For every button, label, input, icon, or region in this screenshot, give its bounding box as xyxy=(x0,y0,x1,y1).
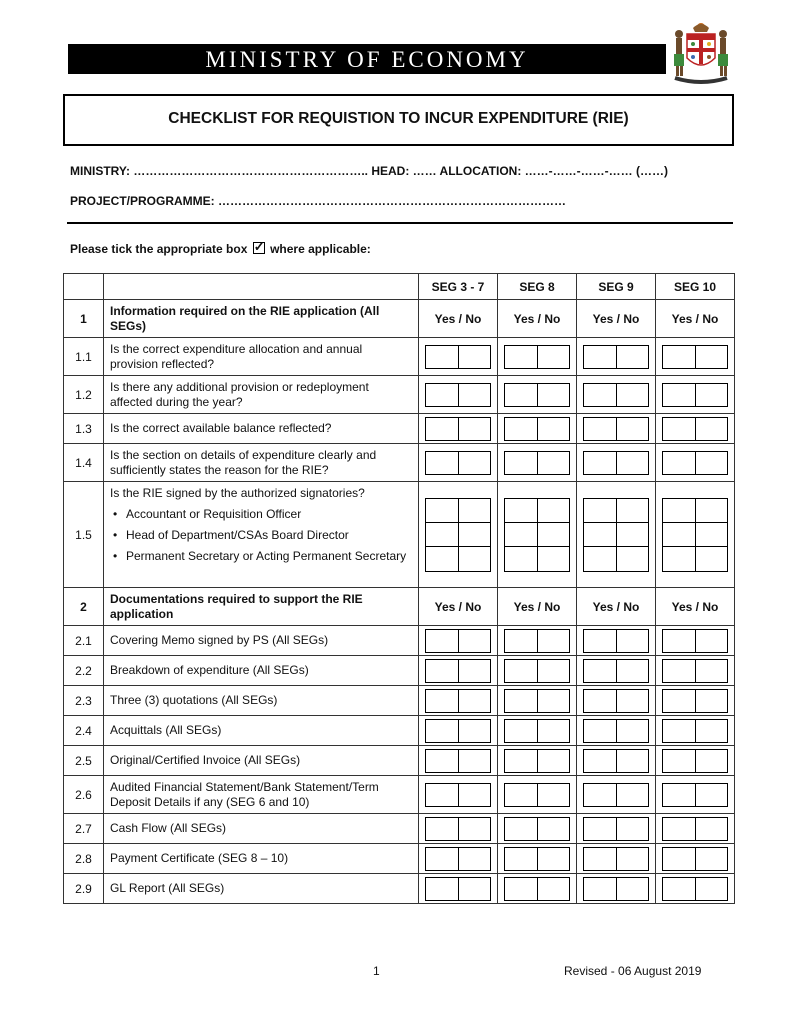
yes-no-checkbox-pair[interactable] xyxy=(504,689,570,713)
title-box xyxy=(63,94,734,146)
yes-no-checkbox-pair[interactable] xyxy=(662,345,728,369)
item-description xyxy=(104,716,419,746)
section-header-row xyxy=(64,300,735,338)
yes-no-checkbox-pair[interactable] xyxy=(504,345,570,369)
item-description xyxy=(104,814,419,844)
yes-no-checkbox-pair[interactable] xyxy=(583,749,649,773)
header-blank xyxy=(64,274,104,300)
item-description xyxy=(104,844,419,874)
checklist-row xyxy=(64,844,735,874)
yes-no-checkbox-pair[interactable] xyxy=(504,847,570,871)
yes-no-checkbox-pair[interactable] xyxy=(504,417,570,441)
yes-no-checkbox-pair[interactable] xyxy=(425,345,491,369)
yes-no-checkbox-pair[interactable] xyxy=(583,383,649,407)
checkbox-cell xyxy=(577,656,656,686)
checkbox-cell xyxy=(419,874,498,904)
checkbox-cell xyxy=(577,626,656,656)
item-text: Cash Flow (All SEGs) xyxy=(110,821,227,835)
yes-no-checkbox-grid[interactable] xyxy=(425,498,491,572)
item-text: Original/Certified Invoice (All SEGs) xyxy=(110,753,301,767)
yes-no-checkbox-pair[interactable] xyxy=(425,877,491,901)
yes-no-checkbox-pair[interactable] xyxy=(425,383,491,407)
item-description xyxy=(104,414,419,444)
yes-no-header xyxy=(498,588,577,626)
item-text: Audited Financial Statement/Bank Statement/Term Deposit Details if any (SEG 6 and 10) xyxy=(110,779,379,809)
section-title xyxy=(104,300,419,338)
yes-no-checkbox-pair[interactable] xyxy=(425,719,491,743)
item-number-label: 2.2 xyxy=(75,663,92,678)
yes-no-checkbox-grid[interactable] xyxy=(583,498,649,572)
checkbox-cell xyxy=(577,444,656,482)
checkbox-cell xyxy=(577,414,656,444)
yes-no-checkbox-pair[interactable] xyxy=(662,383,728,407)
header-blank xyxy=(104,274,419,300)
yes-no-checkbox-pair[interactable] xyxy=(425,783,491,807)
section-number xyxy=(64,588,104,626)
checkbox-cell xyxy=(498,776,577,814)
ministry-banner: MINISTRY OF ECONOMY xyxy=(68,44,666,74)
yes-no-checkbox-pair[interactable] xyxy=(504,719,570,743)
checkbox-cell xyxy=(498,444,577,482)
signatory-item: • Head of Department/CSAs Board Director xyxy=(110,528,412,543)
checkbox-cell xyxy=(419,776,498,814)
item-text: Is the RIE signed by the authorized signatories? xyxy=(110,486,365,500)
checklist-row xyxy=(64,776,735,814)
item-text: Acquittals (All SEGs) xyxy=(110,723,222,737)
checkbox-cell xyxy=(656,338,735,376)
yes-no-checkbox-pair[interactable] xyxy=(662,659,728,683)
checklist-row xyxy=(64,814,735,844)
column-header-label: SEG 10 xyxy=(673,279,717,294)
item-number-label: 1.1 xyxy=(75,349,92,364)
item-description xyxy=(104,874,419,904)
yes-no-checkbox-pair[interactable] xyxy=(583,659,649,683)
item-number-label: 2.4 xyxy=(75,723,92,738)
checkbox-cell xyxy=(419,746,498,776)
checkbox-cell xyxy=(577,338,656,376)
yes-no-checkbox-pair[interactable] xyxy=(583,629,649,653)
checkbox-cell xyxy=(577,716,656,746)
checkbox-cell xyxy=(577,874,656,904)
item-number xyxy=(64,626,104,656)
checkbox-cell xyxy=(656,444,735,482)
yes-no-checkbox-pair[interactable] xyxy=(504,629,570,653)
checklist-row xyxy=(64,338,735,376)
checkbox-cell xyxy=(498,814,577,844)
checkbox-cell xyxy=(498,716,577,746)
checkbox-cell xyxy=(498,844,577,874)
item-text: Is the correct available balance reflected? xyxy=(110,421,332,435)
item-number-label: 2.7 xyxy=(75,821,92,836)
yes-no-header xyxy=(577,588,656,626)
checkbox-cell xyxy=(656,626,735,656)
checkbox-cell xyxy=(498,626,577,656)
checklist-row xyxy=(64,626,735,656)
checkbox-cell xyxy=(656,656,735,686)
signatory-item: • Accountant or Requisition Officer xyxy=(110,507,412,522)
checkbox-cell xyxy=(419,716,498,746)
checkbox-cell xyxy=(656,874,735,904)
item-number xyxy=(64,414,104,444)
yes-no-checkbox-pair[interactable] xyxy=(662,847,728,871)
yes-no-checkbox-pair[interactable] xyxy=(583,345,649,369)
column-header xyxy=(498,274,577,300)
checkbox-cell xyxy=(656,844,735,874)
checklist-row xyxy=(64,874,735,904)
item-description xyxy=(104,482,419,588)
checkbox-cell xyxy=(498,656,577,686)
yes-no-checkbox-pair[interactable] xyxy=(504,783,570,807)
column-header xyxy=(656,274,735,300)
yes-no-label: Yes / No xyxy=(671,311,719,326)
checkbox-cell xyxy=(577,814,656,844)
ministry-head-allocation-field[interactable]: MINISTRY: ………………………………………………….. HEAD: …… ALLOCATION: ……-……-……-…… (……) xyxy=(70,164,668,178)
yes-no-checkbox-pair[interactable] xyxy=(583,689,649,713)
item-text: Breakdown of expenditure (All SEGs) xyxy=(110,663,309,677)
yes-no-checkbox-pair[interactable] xyxy=(662,451,728,475)
checkbox-cell xyxy=(419,482,498,588)
item-description xyxy=(104,338,419,376)
item-number-label: 1.4 xyxy=(75,455,92,470)
checklist-row xyxy=(64,414,735,444)
item-number xyxy=(64,656,104,686)
section-number-label: 1 xyxy=(80,311,87,326)
fiji-coat-of-arms-icon xyxy=(667,18,735,88)
checkbox-cell xyxy=(577,376,656,414)
yes-no-checkbox-pair[interactable] xyxy=(425,417,491,441)
yes-no-label: Yes / No xyxy=(434,311,482,326)
yes-no-checkbox-pair[interactable] xyxy=(662,719,728,743)
section-title-label: Documentations required to support the RIE application xyxy=(110,591,363,621)
yes-no-checkbox-pair[interactable] xyxy=(425,817,491,841)
yes-no-checkbox-pair[interactable] xyxy=(662,689,728,713)
column-header-label: SEG 8 xyxy=(519,279,555,294)
checkbox-cell xyxy=(419,656,498,686)
page-number: 1 xyxy=(373,964,380,978)
item-text: Is the section on details of expenditure clearly and sufficiently states the reason for the RIE? xyxy=(110,447,377,477)
checklist-row xyxy=(64,444,735,482)
checkbox-cell xyxy=(419,626,498,656)
yes-no-label: Yes / No xyxy=(513,599,561,614)
yes-no-checkbox-grid[interactable] xyxy=(504,498,570,572)
checklist-row xyxy=(64,746,735,776)
yes-no-label: Yes / No xyxy=(434,599,482,614)
checkbox-cell xyxy=(656,746,735,776)
yes-no-label: Yes / No xyxy=(513,311,561,326)
item-number-label: 2.9 xyxy=(75,881,92,896)
item-text: Is there any additional provision or redeployment affected during the year? xyxy=(110,379,369,409)
section-number-label: 2 xyxy=(80,599,87,614)
checkbox-cell xyxy=(498,482,577,588)
section-divider xyxy=(67,222,733,224)
yes-no-checkbox-pair[interactable] xyxy=(425,689,491,713)
project-programme-field[interactable]: PROJECT/PROGRAMME: …………………………………………………………………………… xyxy=(70,194,567,208)
item-description xyxy=(104,656,419,686)
yes-no-checkbox-pair[interactable] xyxy=(425,847,491,871)
yes-no-header xyxy=(656,588,735,626)
yes-no-checkbox-pair[interactable] xyxy=(504,877,570,901)
item-number xyxy=(64,686,104,716)
checkbox-cell xyxy=(498,414,577,444)
signatory-item: • Permanent Secretary or Acting Permanent Secretary xyxy=(110,549,412,564)
checkbox-cell xyxy=(419,444,498,482)
checkbox-cell xyxy=(419,376,498,414)
item-number xyxy=(64,716,104,746)
document-title: CHECKLIST FOR REQUISTION TO INCUR EXPENDITURE (RIE) xyxy=(168,110,629,127)
checklist-row xyxy=(64,656,735,686)
checklist-row xyxy=(64,716,735,746)
yes-no-checkbox-pair[interactable] xyxy=(583,817,649,841)
checklist-row xyxy=(64,482,735,588)
yes-no-header xyxy=(419,300,498,338)
checkbox-cell xyxy=(656,686,735,716)
checkbox-cell xyxy=(419,686,498,716)
checkbox-cell xyxy=(419,414,498,444)
checkbox-cell xyxy=(577,776,656,814)
section-number xyxy=(64,300,104,338)
item-text: Is the correct expenditure allocation and annual provision reflected? xyxy=(110,341,363,371)
yes-no-checkbox-pair[interactable] xyxy=(583,877,649,901)
yes-no-header xyxy=(577,300,656,338)
yes-no-label: Yes / No xyxy=(592,311,640,326)
checkbox-cell xyxy=(577,482,656,588)
item-number-label: 1.2 xyxy=(75,387,92,402)
checkbox-cell xyxy=(498,376,577,414)
checklist-row xyxy=(64,376,735,414)
checkbox-cell xyxy=(656,716,735,746)
checkbox-cell xyxy=(419,814,498,844)
item-description xyxy=(104,746,419,776)
yes-no-checkbox-pair[interactable] xyxy=(583,783,649,807)
table-header-row xyxy=(64,274,735,300)
yes-no-checkbox-pair[interactable] xyxy=(504,659,570,683)
checkbox-cell xyxy=(419,338,498,376)
item-description xyxy=(104,686,419,716)
checkbox-cell xyxy=(577,686,656,716)
yes-no-label: Yes / No xyxy=(671,599,719,614)
yes-no-checkbox-pair[interactable] xyxy=(504,451,570,475)
item-number-label: 2.1 xyxy=(75,633,92,648)
item-number xyxy=(64,482,104,588)
checkbox-cell xyxy=(577,844,656,874)
item-number xyxy=(64,814,104,844)
yes-no-checkbox-pair[interactable] xyxy=(425,629,491,653)
yes-no-checkbox-pair[interactable] xyxy=(662,417,728,441)
item-number xyxy=(64,444,104,482)
checkbox-cell xyxy=(656,376,735,414)
checklist-table xyxy=(63,273,735,904)
yes-no-checkbox-pair[interactable] xyxy=(662,877,728,901)
yes-no-checkbox-pair[interactable] xyxy=(583,451,649,475)
item-description xyxy=(104,376,419,414)
yes-no-checkbox-pair[interactable] xyxy=(504,383,570,407)
yes-no-checkbox-pair[interactable] xyxy=(425,451,491,475)
instruction-text-end: where applicable: xyxy=(270,242,371,256)
item-number xyxy=(64,776,104,814)
tick-instruction xyxy=(70,242,371,256)
item-number-label: 1.3 xyxy=(75,421,92,436)
checked-box-icon xyxy=(253,242,265,254)
checkbox-cell xyxy=(656,776,735,814)
checkbox-cell xyxy=(656,414,735,444)
checklist-row xyxy=(64,686,735,716)
yes-no-checkbox-pair[interactable] xyxy=(662,783,728,807)
yes-no-checkbox-pair[interactable] xyxy=(583,719,649,743)
item-description xyxy=(104,776,419,814)
section-title-label: Information required on the RIE application (All SEGs) xyxy=(110,303,380,333)
item-description xyxy=(104,626,419,656)
section-title xyxy=(104,588,419,626)
yes-no-label: Yes / No xyxy=(592,599,640,614)
checkbox-cell xyxy=(419,844,498,874)
revision-date: Revised - 06 August 2019 xyxy=(564,964,702,978)
item-text: GL Report (All SEGs) xyxy=(110,881,225,895)
item-number-label: 1.5 xyxy=(75,527,92,542)
item-number xyxy=(64,746,104,776)
item-number xyxy=(64,844,104,874)
instruction-text-start: Please tick the appropriate box xyxy=(70,242,248,256)
yes-no-checkbox-pair[interactable] xyxy=(662,749,728,773)
yes-no-header xyxy=(656,300,735,338)
item-number-label: 2.6 xyxy=(75,787,92,802)
yes-no-checkbox-pair[interactable] xyxy=(662,817,728,841)
checkbox-cell xyxy=(498,874,577,904)
checkbox-cell xyxy=(656,482,735,588)
column-header xyxy=(577,274,656,300)
item-text: Three (3) quotations (All SEGs) xyxy=(110,693,278,707)
item-description xyxy=(104,444,419,482)
yes-no-checkbox-pair[interactable] xyxy=(662,629,728,653)
item-number-label: 2.8 xyxy=(75,851,92,866)
item-number xyxy=(64,338,104,376)
yes-no-checkbox-pair[interactable] xyxy=(583,417,649,441)
yes-no-checkbox-pair[interactable] xyxy=(504,749,570,773)
item-text: Covering Memo signed by PS (All SEGs) xyxy=(110,633,329,647)
column-header xyxy=(419,274,498,300)
checkbox-cell xyxy=(656,814,735,844)
yes-no-checkbox-pair[interactable] xyxy=(425,749,491,773)
checkbox-cell xyxy=(498,686,577,716)
yes-no-checkbox-pair[interactable] xyxy=(583,847,649,871)
section-header-row xyxy=(64,588,735,626)
checkbox-cell xyxy=(498,746,577,776)
item-number xyxy=(64,874,104,904)
column-header-label: SEG 3 - 7 xyxy=(431,279,485,294)
item-text: Payment Certificate (SEG 8 – 10) xyxy=(110,851,289,865)
checkbox-cell xyxy=(498,338,577,376)
signatory-list xyxy=(110,507,412,564)
yes-no-header xyxy=(419,588,498,626)
item-number xyxy=(64,376,104,414)
item-number-label: 2.5 xyxy=(75,753,92,768)
yes-no-header xyxy=(498,300,577,338)
column-header-label: SEG 9 xyxy=(598,279,634,294)
item-number-label: 2.3 xyxy=(75,693,92,708)
yes-no-checkbox-grid[interactable] xyxy=(662,498,728,572)
yes-no-checkbox-pair[interactable] xyxy=(425,659,491,683)
checkbox-cell xyxy=(577,746,656,776)
yes-no-checkbox-pair[interactable] xyxy=(504,817,570,841)
